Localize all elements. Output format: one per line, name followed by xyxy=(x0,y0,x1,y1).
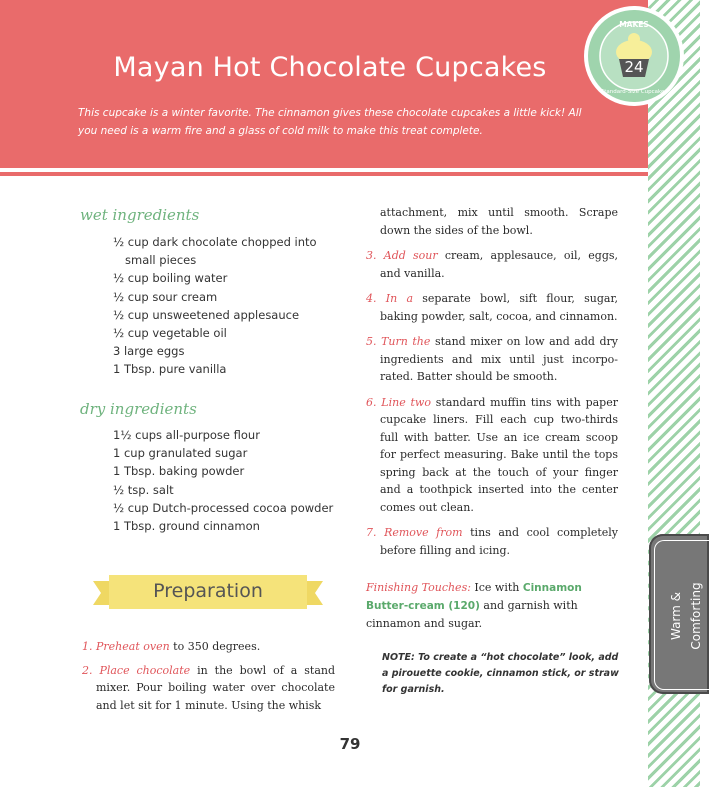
step-number: 2. xyxy=(82,663,93,677)
step-lead: Line two xyxy=(381,395,431,409)
ingredient-item: ½ cup boiling water xyxy=(113,271,228,286)
cinnamon-buttercream-link[interactable]: Cinnamon Butter-cream (120) xyxy=(366,582,582,612)
ingredient-item: ½ cup Dutch-processed cocoa powder xyxy=(113,500,334,515)
step-2 xyxy=(82,662,335,715)
badge-bottom-label: Standard-Size Cupcakes xyxy=(600,89,668,95)
ingredient-item: 1 cup granulated sugar xyxy=(113,446,248,461)
ingredient-item: ½ cup vegetable oil xyxy=(113,326,227,341)
finishing-pre: Ice with xyxy=(470,581,523,594)
step-5 xyxy=(366,333,618,386)
step-lead: Preheat oven xyxy=(96,640,170,653)
ingredient-item: ½ tsp. salt xyxy=(113,482,174,497)
steps-left-column xyxy=(82,638,335,720)
page-number: 79 xyxy=(339,735,361,753)
ingredient-item: ½ cup dark chocolate chopped into small pieces xyxy=(113,235,317,268)
wet-ingredients-list xyxy=(113,233,343,379)
step-text: standard muffin tins with paper cupcake liners. Fill each cup two-thirds full with batter. Use an ice cream scoop for perfect measuring. Bake until the tops spring back at the touch of your finger and a toothpick inserted into the center comes out clean. xyxy=(380,395,618,514)
step-3 xyxy=(366,247,618,282)
recipe-intro: This cupcake is a winter favorite. The cinnamon gives these chocolate cupcakes a little kick! All you need is a warm fire and a glass of cold milk to make this treat complete. xyxy=(78,107,582,137)
banner-divider xyxy=(0,172,648,176)
step-number: 5. xyxy=(366,335,377,348)
step-text: stand mixer on low and add dry ingredients and mix until just incorpo-rated. Batter should be smooth. xyxy=(380,335,619,383)
ingredient-item: 1 Tbsp. pure vanilla xyxy=(113,362,227,377)
ingredient-item: 3 large eggs xyxy=(113,344,185,359)
step-number: 6. xyxy=(366,395,377,409)
step-lead: In a xyxy=(385,292,414,305)
step-text: in the bowl of a stand mixer. Pour boiling water over chocolate and let sit for 1 minute. Using the whisk xyxy=(96,663,335,712)
wet-ingredients-heading: wet ingredients xyxy=(80,206,200,224)
badge-count: 24 xyxy=(624,58,644,76)
step-text: to 350 degrees. xyxy=(169,640,261,653)
title-banner xyxy=(0,0,648,168)
step-lead: Add sour xyxy=(383,249,438,262)
makes-badge xyxy=(583,5,685,107)
step-number: 1. xyxy=(82,640,93,653)
garnish-note: NOTE: To create a “hot chocolate” look, add a pirouette cookie, cinnamon stick, or straw for garnish. xyxy=(382,652,619,695)
step-number: 3. xyxy=(366,249,377,262)
step-number: 7. xyxy=(366,526,377,539)
ingredient-item: ½ cup sour cream xyxy=(113,289,218,304)
ingredient-item: ½ cup unsweetened applesauce xyxy=(113,307,300,322)
step-2-continued: attachment, mix until smooth. Scrape down the sides of the bowl. xyxy=(380,206,618,237)
dry-ingredients-list xyxy=(113,426,343,535)
step-lead: Place chocolate xyxy=(99,663,191,677)
step-1 xyxy=(82,638,335,656)
dry-ingredients-heading: dry ingredients xyxy=(80,400,197,418)
preparation-heading: Preparation xyxy=(153,580,263,602)
steps-right-column xyxy=(366,204,618,567)
step-7 xyxy=(366,524,618,559)
finishing-touches xyxy=(366,579,618,633)
step-lead: Remove from xyxy=(384,526,463,539)
step-lead: Turn the xyxy=(381,335,431,348)
step-4 xyxy=(366,290,618,325)
finishing-post: and garnish with cinnamon and sugar. xyxy=(366,599,578,630)
badge-top-label: MAKES xyxy=(619,20,649,29)
step-text: separate bowl, sift flour, sugar, baking powder, salt, cocoa, and cinnamon. xyxy=(380,292,619,323)
step-text: tins and cool completely before filling and icing. xyxy=(380,526,619,557)
step-6 xyxy=(366,394,618,517)
recipe-title: Mayan Hot Chocolate Cupcakes xyxy=(113,52,547,83)
ingredient-item: 1½ cups all-purpose flour xyxy=(113,428,260,442)
ingredient-item: 1 Tbsp. baking powder xyxy=(113,464,245,479)
finishing-lead: Finishing Touches: xyxy=(366,581,471,594)
step-text: cream, applesauce, oil, eggs, and vanilla. xyxy=(380,249,618,280)
ingredient-item: 1 Tbsp. ground cinnamon xyxy=(113,519,260,534)
step-number: 4. xyxy=(366,292,377,305)
chapter-tab-label: Warm & Comforting xyxy=(669,582,703,650)
